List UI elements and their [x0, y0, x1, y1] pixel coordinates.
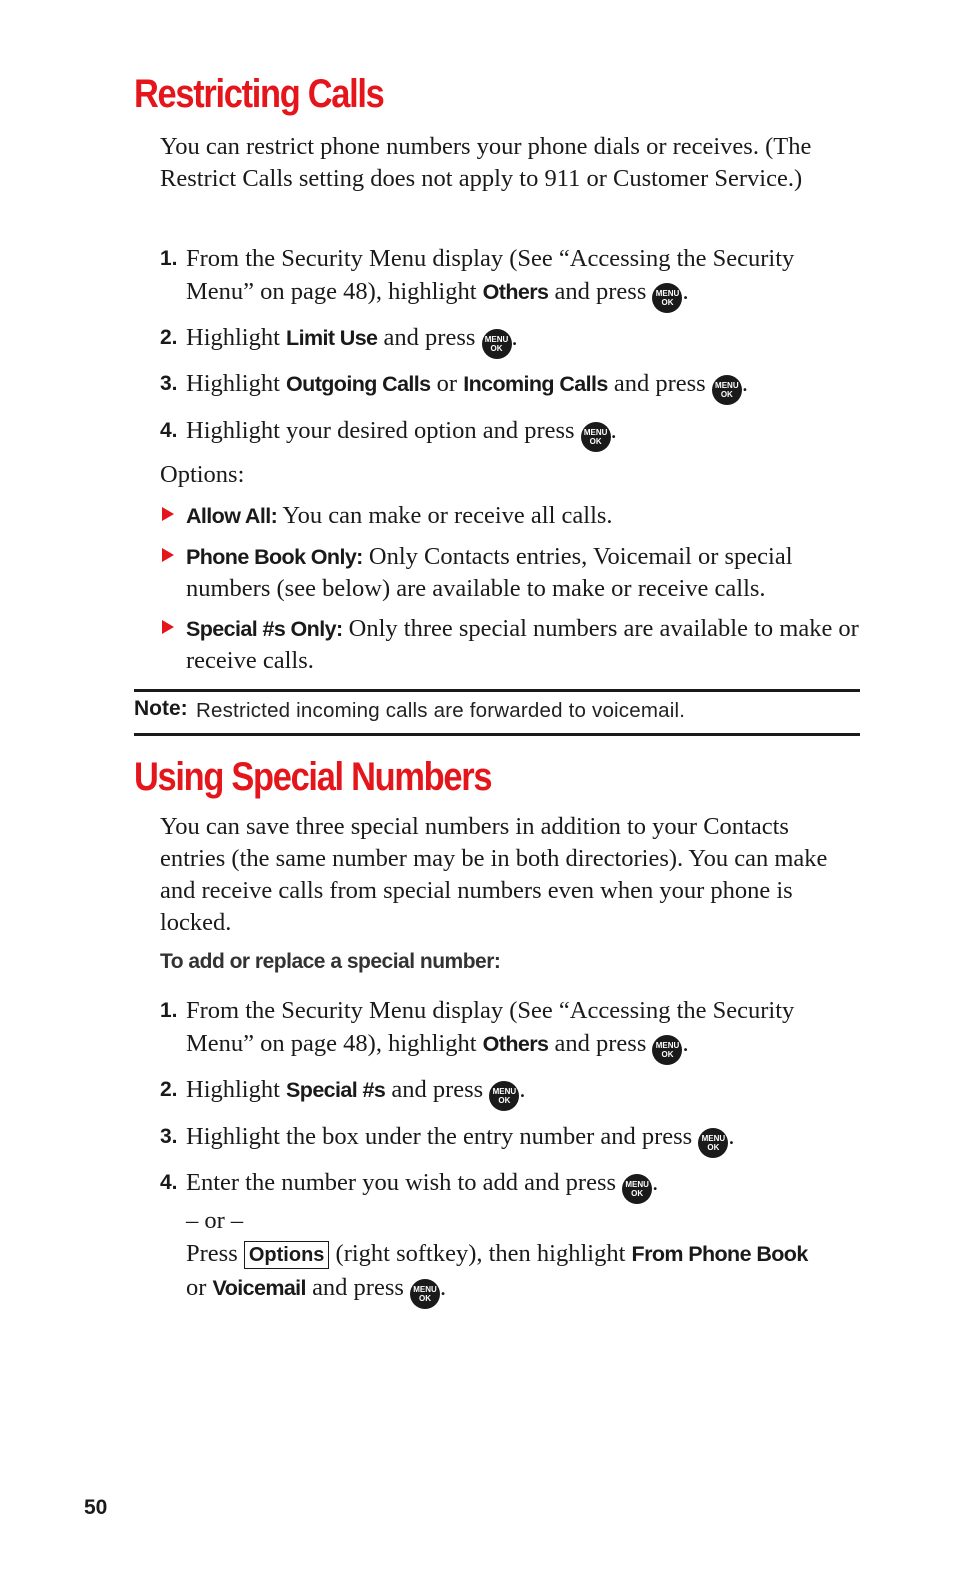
- step-text-part: Highlight: [186, 1076, 287, 1103]
- options-softkey: Options: [244, 1241, 330, 1269]
- step-text: Enter the number you wish to add and press MENU OK . – or – Press Options (right softkey), then highlight From Phone Book or Voicemail and press MENU OK .: [186, 1166, 866, 1309]
- option-keyword: Allow All:: [186, 504, 278, 528]
- note-label: Note:: [134, 697, 188, 720]
- step-text-part: From the Security Menu display (See “Accessing the Security Menu” on page 48), highlight: [186, 245, 795, 305]
- step-number: 2.: [160, 1078, 178, 1101]
- option-description: You can make or receive all calls.: [277, 502, 613, 529]
- option-text: [186, 500, 866, 532]
- menu-ok-key-icon: MENU OK: [652, 283, 682, 313]
- keyword-others: Others: [482, 1032, 549, 1056]
- step-text: From the Security Menu display (See “Accessing the Security Menu” on page 48), highlight Others and press MENU OK .: [186, 242, 866, 313]
- step-text-part: and press: [607, 370, 712, 397]
- bullet-triangle-icon: [162, 620, 174, 634]
- menu-ok-key-icon: MENU OK: [482, 329, 512, 359]
- step-number: 1.: [160, 999, 178, 1022]
- step-text: From the Security Menu display (See “Accessing the Security Menu” on page 48), highlight Others and press MENU OK .: [186, 994, 866, 1065]
- keyword-outgoing-calls: Outgoing Calls: [286, 372, 431, 396]
- menu-ok-key-icon: MENU OK: [581, 422, 611, 452]
- menu-ok-key-icon: MENU OK: [489, 1081, 519, 1111]
- keyword-special-numbers: Special #s: [286, 1078, 386, 1102]
- step-text-part: Enter the number you wish to add and press: [186, 1169, 623, 1196]
- step-number: 2.: [160, 326, 178, 349]
- options-label: Options:: [160, 461, 245, 488]
- note-text: Restricted incoming calls are forwarded to voicemail.: [196, 699, 686, 722]
- step-text-part: (right softkey), then highlight: [329, 1240, 632, 1267]
- step-number: 3.: [160, 372, 178, 395]
- step-text-part: and press: [305, 1274, 411, 1301]
- menu-ok-key-icon: MENU OK: [652, 1035, 682, 1065]
- menu-ok-key-icon: MENU OK: [410, 1279, 440, 1309]
- section-title-restricting-calls: Restricting Calls: [134, 72, 384, 116]
- step-text: Highlight Special #s and press MENU OK .: [186, 1073, 866, 1111]
- step-text-part: and press: [548, 1030, 653, 1057]
- option-text: [186, 613, 866, 677]
- restricting-intro: You can restrict phone numbers your phone dials or receives. (The Restrict Calls setting does not apply to 911 or Customer Service.): [160, 133, 812, 192]
- option-description: Only three special numbers are available to make or receive calls.: [186, 615, 859, 674]
- step-text-part: From the Security Menu display (See “Accessing the Security Menu” on page 48), highlight: [186, 997, 795, 1057]
- section-title-special-numbers: Using Special Numbers: [134, 755, 492, 799]
- option-description: Only Contacts entries, Voicemail or special numbers (see below) are available to make or receive calls.: [186, 543, 793, 602]
- bullet-triangle-icon: [162, 548, 174, 562]
- step-text-part: Highlight the box under the entry number and press: [186, 1123, 699, 1150]
- step-text-part: Highlight: [186, 370, 287, 397]
- keyword-incoming-calls: Incoming Calls: [463, 372, 608, 396]
- menu-ok-key-icon: MENU OK: [622, 1174, 652, 1204]
- step-text: Highlight your desired option and press MENU OK .: [186, 414, 866, 452]
- keyword-limit-use: Limit Use: [286, 326, 378, 350]
- option-keyword: Special #s Only:: [186, 617, 343, 641]
- keyword-from-phone-book: From Phone Book: [631, 1242, 808, 1266]
- step-text-part: or: [186, 1274, 213, 1301]
- option-text: [186, 541, 866, 605]
- keyword-others: Others: [482, 280, 549, 304]
- step-number: 3.: [160, 1125, 178, 1148]
- step-number: 4.: [160, 419, 178, 442]
- keyword-voicemail: Voicemail: [212, 1276, 306, 1300]
- menu-ok-key-icon: MENU OK: [698, 1128, 728, 1158]
- procedure-subheading: To add or replace a special number:: [160, 950, 501, 973]
- bullet-triangle-icon: [162, 507, 174, 521]
- step-text-part: and press: [548, 278, 653, 305]
- step-text-part: and press: [385, 1076, 490, 1103]
- step-text-part: Press: [186, 1240, 244, 1267]
- step-text-part: Highlight: [186, 324, 287, 351]
- step-text-part: Highlight your desired option and press: [186, 417, 581, 444]
- special-numbers-intro: You can save three special numbers in addition to your Contacts entries (the same number may be in both directories). You can make and receive calls from special numbers even when your phone is locked.: [160, 813, 828, 936]
- note-box: [134, 689, 860, 736]
- step-text: Highlight Limit Use and press MENU OK .: [186, 321, 866, 359]
- step-number: 4.: [160, 1171, 178, 1194]
- menu-ok-key-icon: MENU OK: [712, 375, 742, 405]
- page-number: 50: [84, 1496, 108, 1519]
- step-text: Highlight Outgoing Calls or Incoming Calls and press MENU OK .: [186, 367, 866, 405]
- step-text-part: and press: [377, 324, 482, 351]
- step-text-part: or: [430, 370, 464, 397]
- option-keyword: Phone Book Only:: [186, 545, 363, 569]
- step-number: 1.: [160, 247, 178, 270]
- or-separator: – or –: [186, 1207, 244, 1234]
- step-text: Highlight the box under the entry number and press MENU OK .: [186, 1120, 866, 1158]
